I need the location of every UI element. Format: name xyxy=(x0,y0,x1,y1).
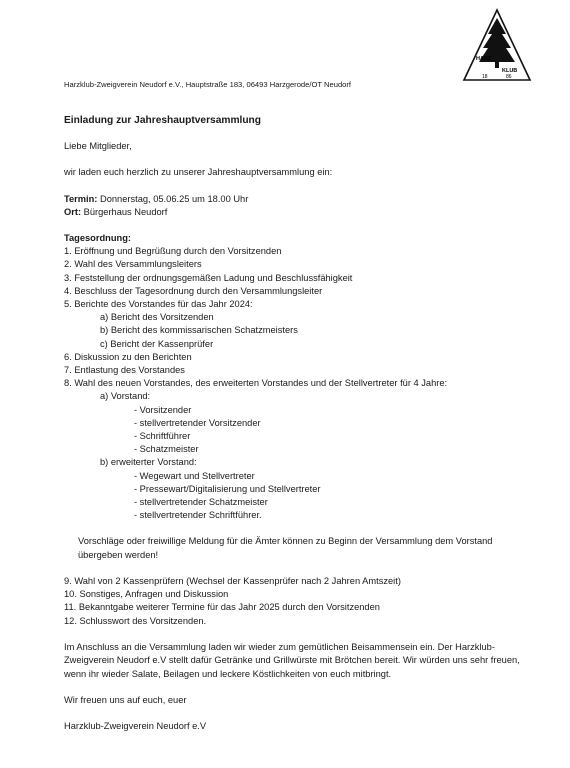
logo-bottom-text: KLUB xyxy=(502,68,518,74)
vorstand-position: - Vorsitzender xyxy=(134,404,192,415)
erweitert-position: - Wegewart und Stellvertreter xyxy=(134,470,255,481)
termin-value: Donnerstag, 05.06.25 um 18.00 Uhr xyxy=(97,193,249,204)
nomination-note: Vorschläge oder freiwillige Meldung für die Ämter können zu Beginn der Versammlung dem Vorstand übergeben werden! xyxy=(78,536,493,560)
ort-value: Bürgerhaus Neudorf xyxy=(81,206,168,217)
signature: Harzklub-Zweigverein Neudorf e.V xyxy=(64,721,207,732)
agenda-item: 1. Eröffnung und Begrüßung durch den Vorsitzenden xyxy=(64,246,282,257)
intro-text: wir laden euch herzlich zu unserer Jahreshauptversammlung ein: xyxy=(64,167,333,178)
logo-top-text: HARZ xyxy=(476,56,492,62)
agenda-item: 7. Entlastung des Vorstandes xyxy=(64,365,185,376)
agenda-item: 4. Beschluss der Tagesordnung durch den Versammlungsleiter xyxy=(64,285,323,296)
agenda-heading: Tagesordnung: xyxy=(64,233,131,244)
agenda-item: 11. Bekanntgabe weiterer Termine für das Jahr 2025 durch den Vorsitzenden xyxy=(64,602,380,613)
letter-body xyxy=(64,114,534,733)
agenda-item: 2. Wahl des Versammlungsleiters xyxy=(64,259,202,270)
agenda-item: 10. Sonstiges, Anfragen und Diskussion xyxy=(64,589,229,600)
agenda-item: 12. Schlusswort des Vorsitzenden. xyxy=(64,615,207,626)
ort-label: Ort: xyxy=(64,206,82,217)
regards-line: Wir freuen uns auf euch, euer xyxy=(64,694,187,705)
salutation: Liebe Mitglieder, xyxy=(64,141,132,152)
ort-line xyxy=(64,206,534,219)
vorstand-position: - Schriftführer xyxy=(134,431,191,442)
letter-title: Einladung zur Jahreshauptversammlung xyxy=(64,115,261,126)
agenda-item: 6. Diskussion zu den Berichten xyxy=(64,351,192,362)
vorstand-label: a) Vorstand: xyxy=(100,391,151,402)
vorstand-position: - stellvertretender Vorsitzender xyxy=(134,417,261,428)
erweitert-label: b) erweiterter Vorstand: xyxy=(100,457,197,468)
vorstand-position: - Schatzmeister xyxy=(134,444,199,455)
agenda-item: 3. Feststellung der ordnungsgemäßen Ladung und Beschlussfähigkeit xyxy=(64,272,353,283)
agenda-item: 9. Wahl von 2 Kassenprüfern (Wechsel der Kassenprüfer nach 2 Jahren Amtszeit) xyxy=(64,575,401,586)
erweitert-position: - Pressewart/Digitalisierung und Stellvertreter xyxy=(134,483,321,494)
termin-label: Termin: xyxy=(64,193,98,204)
termin-line xyxy=(64,193,534,206)
logo-year-left: 18 xyxy=(482,74,488,80)
erweitert-position: - stellvertretender Schatzmeister xyxy=(134,497,268,508)
agenda-item: 8. Wahl des neuen Vorstandes, des erweiterten Vorstandes und der Stellvertreter für 4 Jahre: xyxy=(64,378,448,389)
erweitert-position: - stellvertretender Schriftführer. xyxy=(134,510,262,521)
agenda-subitem: c) Bericht der Kassenprüfer xyxy=(100,338,214,349)
closing-paragraph: Im Anschluss an die Versammlung laden wir wieder zum gemütlichen Beisammensein ein. Der Harzklub-Zweigverein Neudorf e.V stellt dafür Getränke und Grillwürste mit Brötchen bereit. Wir würden uns sehr freuen, wenn ihr wieder Salate, Beilagen und leckere Köstlichkeiten von euch mitbringt. xyxy=(64,641,520,679)
logo-year-right: 86 xyxy=(506,74,512,80)
sender-address: Harzklub-Zweigverein Neudorf e.V., Hauptstraße 183, 06493 Harzgerode/OT Neudorf xyxy=(64,80,352,89)
harzklub-logo xyxy=(462,8,532,84)
agenda-subitem: a) Bericht des Vorsitzenden xyxy=(100,312,214,323)
agenda-subitem: b) Bericht des kommissarischen Schatzmeisters xyxy=(100,325,298,336)
agenda-item: 5. Berichte des Vorstandes für das Jahr 2024: xyxy=(64,299,253,310)
